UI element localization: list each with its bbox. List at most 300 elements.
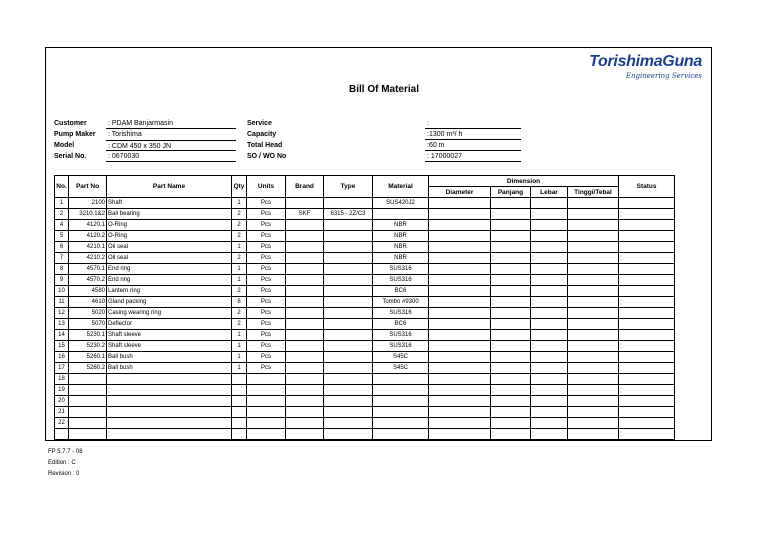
cell-units: Pcs	[247, 220, 286, 231]
header-material: Material	[373, 176, 429, 198]
model-row	[54, 140, 244, 151]
cell-units	[247, 418, 286, 429]
cell-part-name	[107, 396, 232, 407]
cell-empty	[491, 352, 531, 363]
cell-qty: 1	[232, 264, 247, 275]
cell-empty	[491, 275, 531, 286]
cell-brand	[286, 231, 324, 242]
cell-qty	[232, 385, 247, 396]
cell-part-no: 4610	[69, 297, 107, 308]
cell-empty	[531, 209, 568, 220]
cell-qty	[232, 429, 247, 440]
cell-empty	[531, 407, 568, 418]
cell-empty	[568, 286, 619, 297]
pump-maker-value: : Torishima	[108, 131, 142, 138]
cell-no: 9	[55, 275, 69, 286]
cell-empty	[531, 286, 568, 297]
cell-units: Pcs	[247, 286, 286, 297]
header-part-name: Part Name	[107, 176, 232, 198]
cell-part-name: Ball bearing	[107, 209, 232, 220]
header-tinggi: Tinggi/Tebal	[568, 187, 619, 198]
cell-part-no	[69, 374, 107, 385]
cell-empty	[429, 341, 491, 352]
cell-material: S45C	[373, 352, 429, 363]
cell-empty	[568, 418, 619, 429]
cell-empty	[429, 385, 491, 396]
cell-part-no: 4210.2	[69, 253, 107, 264]
table-row	[55, 385, 675, 396]
cell-part-no: 4210.1	[69, 242, 107, 253]
cell-qty: 8	[232, 297, 247, 308]
cell-empty	[491, 253, 531, 264]
cell-material: NBR	[373, 253, 429, 264]
cell-type	[324, 242, 373, 253]
cell-material	[373, 209, 429, 220]
cell-empty	[429, 396, 491, 407]
so-wo-row	[247, 151, 527, 162]
cell-brand	[286, 396, 324, 407]
cell-part-no: 4570.2	[69, 275, 107, 286]
cell-empty	[531, 275, 568, 286]
company-logo	[578, 53, 702, 81]
total-head-row	[247, 140, 527, 151]
service-row	[247, 118, 527, 129]
table-row	[55, 198, 675, 209]
cell-qty: 1	[232, 275, 247, 286]
cell-material: NBR	[373, 242, 429, 253]
cell-empty	[568, 242, 619, 253]
cell-no: 15	[55, 341, 69, 352]
cell-part-no: 2100	[69, 198, 107, 209]
cell-empty	[531, 352, 568, 363]
cell-qty: 2	[232, 308, 247, 319]
table-row	[55, 297, 675, 308]
cell-empty	[429, 429, 491, 440]
model-label: Model	[54, 142, 75, 149]
cell-type	[324, 374, 373, 385]
cell-part-no	[69, 418, 107, 429]
cell-no: 6	[55, 242, 69, 253]
cell-empty	[531, 385, 568, 396]
header-panjang: Panjang	[491, 187, 531, 198]
cell-empty	[531, 198, 568, 209]
so-wo-label: SO / WO No	[247, 153, 287, 160]
cell-part-name: Shaft sleeve	[107, 330, 232, 341]
cell-part-name	[107, 374, 232, 385]
cell-type	[324, 319, 373, 330]
cell-part-no: 5230.2	[69, 341, 107, 352]
cell-brand	[286, 374, 324, 385]
cell-no: 11	[55, 297, 69, 308]
cell-brand	[286, 418, 324, 429]
table-row	[55, 352, 675, 363]
cell-no: 4	[55, 220, 69, 231]
cell-empty	[568, 209, 619, 220]
cell-part-no: 4580	[69, 286, 107, 297]
cell-empty	[491, 198, 531, 209]
cell-type	[324, 429, 373, 440]
cell-empty	[568, 253, 619, 264]
cell-material: BC6	[373, 319, 429, 330]
table-row	[55, 220, 675, 231]
header-type: Type	[324, 176, 373, 198]
cell-empty	[429, 198, 491, 209]
cell-empty	[619, 330, 675, 341]
logo-sub-text: Engineering Services	[625, 72, 702, 80]
cell-qty: 2	[232, 231, 247, 242]
customer-label: Customer	[54, 120, 87, 127]
cell-material	[373, 429, 429, 440]
table-row	[55, 286, 675, 297]
cell-empty	[531, 418, 568, 429]
pump-maker-label: Pump Maker	[54, 131, 96, 138]
cell-type	[324, 396, 373, 407]
left-info-block	[54, 118, 244, 164]
cell-no	[55, 429, 69, 440]
cell-empty	[619, 374, 675, 385]
cell-qty	[232, 396, 247, 407]
cell-no: 7	[55, 253, 69, 264]
cell-type	[324, 363, 373, 374]
cell-type	[324, 297, 373, 308]
cell-empty	[531, 242, 568, 253]
cell-brand	[286, 242, 324, 253]
cell-empty	[568, 198, 619, 209]
cell-empty	[619, 198, 675, 209]
cell-units: Pcs	[247, 352, 286, 363]
cell-material: SUS420J2	[373, 198, 429, 209]
cell-empty	[531, 220, 568, 231]
cell-empty	[619, 363, 675, 374]
cell-empty	[568, 429, 619, 440]
cell-brand	[286, 275, 324, 286]
cell-units: Pcs	[247, 319, 286, 330]
header-no: No.	[55, 176, 69, 198]
cell-units: Pcs	[247, 253, 286, 264]
capacity-label: Capacity	[247, 131, 277, 138]
cell-empty	[568, 264, 619, 275]
cell-empty	[619, 264, 675, 275]
logo-main-text: TorishimaGuna	[589, 53, 702, 70]
cell-empty	[619, 341, 675, 352]
cell-material	[373, 407, 429, 418]
bill-of-material-table	[54, 175, 675, 440]
cell-type	[324, 407, 373, 418]
cell-units: Pcs	[247, 209, 286, 220]
cell-empty	[619, 308, 675, 319]
cell-no: 12	[55, 308, 69, 319]
cell-type	[324, 341, 373, 352]
table-row	[55, 407, 675, 418]
cell-part-name: Shaft sleeve	[107, 341, 232, 352]
cell-part-no: 3210.1&2	[69, 209, 107, 220]
cell-empty	[568, 341, 619, 352]
cell-qty: 1	[232, 341, 247, 352]
total-head-value: :60 m	[425, 140, 521, 151]
cell-empty	[491, 242, 531, 253]
cell-material: BC6	[373, 286, 429, 297]
customer-row	[54, 118, 244, 129]
table-body	[55, 198, 675, 440]
table-row	[55, 418, 675, 429]
cell-material: NBR	[373, 220, 429, 231]
cell-part-name	[107, 429, 232, 440]
cell-units: Pcs	[247, 297, 286, 308]
header-part-no: Part No	[69, 176, 107, 198]
service-label: Service	[247, 120, 272, 127]
table-header-row	[55, 176, 675, 187]
cell-units	[247, 407, 286, 418]
cell-type	[324, 231, 373, 242]
customer-value: : PDAM Banjarmasin	[106, 118, 236, 129]
cell-material: SUS316	[373, 264, 429, 275]
cell-brand	[286, 363, 324, 374]
cell-units: Pcs	[247, 341, 286, 352]
cell-type	[324, 275, 373, 286]
cell-part-no: 5260.2	[69, 363, 107, 374]
serial-row	[54, 151, 244, 162]
cell-empty	[491, 330, 531, 341]
header-units: Units	[247, 176, 286, 198]
cell-part-no	[69, 407, 107, 418]
cell-empty	[429, 363, 491, 374]
cell-empty	[531, 319, 568, 330]
cell-part-name: Oil seal	[107, 253, 232, 264]
cell-material	[373, 418, 429, 429]
cell-empty	[491, 209, 531, 220]
cell-units: Pcs	[247, 198, 286, 209]
header-lebar: Lebar	[531, 187, 568, 198]
cell-qty	[232, 407, 247, 418]
cell-part-name	[107, 385, 232, 396]
cell-qty	[232, 418, 247, 429]
cell-part-name: Casing wearing ring	[107, 308, 232, 319]
cell-empty	[568, 275, 619, 286]
cell-part-name	[107, 407, 232, 418]
cell-empty	[568, 396, 619, 407]
cell-type: 6315 - 2Z/C3	[324, 209, 373, 220]
cell-empty	[429, 407, 491, 418]
cell-empty	[491, 297, 531, 308]
cell-empty	[491, 319, 531, 330]
cell-empty	[619, 253, 675, 264]
cell-qty: 1	[232, 198, 247, 209]
cell-empty	[619, 385, 675, 396]
cell-empty	[491, 264, 531, 275]
cell-empty	[429, 330, 491, 341]
cell-no: 21	[55, 407, 69, 418]
cell-brand: SKF	[286, 209, 324, 220]
cell-type	[324, 385, 373, 396]
cell-empty	[429, 286, 491, 297]
table-row	[55, 363, 675, 374]
cell-empty	[619, 407, 675, 418]
cell-empty	[531, 253, 568, 264]
cell-empty	[619, 286, 675, 297]
cell-units	[247, 385, 286, 396]
cell-empty	[531, 264, 568, 275]
table-row	[55, 275, 675, 286]
cell-part-name: O-Ring	[107, 231, 232, 242]
cell-type	[324, 198, 373, 209]
cell-brand	[286, 198, 324, 209]
cell-material: Tombo #9300	[373, 297, 429, 308]
cell-material: NBR	[373, 231, 429, 242]
cell-part-no	[69, 396, 107, 407]
cell-material: SUS316	[373, 308, 429, 319]
cell-brand	[286, 429, 324, 440]
cell-empty	[531, 396, 568, 407]
cell-qty: 1	[232, 330, 247, 341]
cell-no: 20	[55, 396, 69, 407]
table-row	[55, 231, 675, 242]
header-status: Status	[619, 176, 675, 198]
cell-empty	[568, 352, 619, 363]
cell-no: 17	[55, 363, 69, 374]
cell-brand	[286, 297, 324, 308]
cell-no: 22	[55, 418, 69, 429]
cell-empty	[619, 352, 675, 363]
cell-qty: 1	[232, 352, 247, 363]
cell-no: 19	[55, 385, 69, 396]
cell-brand	[286, 352, 324, 363]
cell-no: 16	[55, 352, 69, 363]
cell-empty	[429, 209, 491, 220]
cell-empty	[491, 407, 531, 418]
cell-part-no	[69, 429, 107, 440]
cell-empty	[568, 220, 619, 231]
cell-units: Pcs	[247, 264, 286, 275]
cell-brand	[286, 220, 324, 231]
model-value: : CDM 450 x 350 JN	[106, 140, 236, 151]
cell-units	[247, 374, 286, 385]
cell-empty	[619, 209, 675, 220]
cell-part-name: Oil seal	[107, 242, 232, 253]
cell-units	[247, 396, 286, 407]
header-qty: Qty	[232, 176, 247, 198]
cell-empty	[531, 330, 568, 341]
cell-empty	[491, 308, 531, 319]
cell-part-no: 5020	[69, 308, 107, 319]
serial-value: : 0670030	[106, 151, 236, 162]
cell-units: Pcs	[247, 308, 286, 319]
cell-part-name: End ring	[107, 275, 232, 286]
right-info-block	[247, 118, 527, 164]
table-row	[55, 242, 675, 253]
cell-part-no	[69, 385, 107, 396]
cell-material	[373, 374, 429, 385]
table-row	[55, 308, 675, 319]
cell-empty	[491, 385, 531, 396]
table-row	[55, 253, 675, 264]
cell-part-name: Ball bush	[107, 352, 232, 363]
cell-empty	[568, 330, 619, 341]
cell-empty	[568, 319, 619, 330]
cell-empty	[429, 297, 491, 308]
cell-empty	[429, 319, 491, 330]
service-value: :	[425, 118, 521, 129]
cell-brand	[286, 286, 324, 297]
cell-empty	[491, 231, 531, 242]
cell-empty	[491, 396, 531, 407]
table-row	[55, 429, 675, 440]
cell-material	[373, 396, 429, 407]
footer-edition: Edition : C	[48, 460, 76, 466]
cell-empty	[429, 418, 491, 429]
cell-empty	[619, 396, 675, 407]
cell-material: SUS316	[373, 330, 429, 341]
cell-part-name: Lantern ring	[107, 286, 232, 297]
cell-part-no: 5070	[69, 319, 107, 330]
cell-part-no: 4120.2	[69, 231, 107, 242]
cell-empty	[491, 363, 531, 374]
cell-material: SUS316	[373, 341, 429, 352]
document-title: Bill Of Material	[348, 84, 419, 95]
cell-part-no: 4570.1	[69, 264, 107, 275]
cell-units: Pcs	[247, 330, 286, 341]
cell-qty: 2	[232, 253, 247, 264]
table-row	[55, 330, 675, 341]
cell-part-name: Shaft	[107, 198, 232, 209]
cell-empty	[531, 363, 568, 374]
cell-empty	[619, 297, 675, 308]
footer-revision: Revision : 0	[48, 471, 80, 477]
cell-empty	[531, 231, 568, 242]
cell-empty	[531, 374, 568, 385]
cell-empty	[429, 220, 491, 231]
cell-units: Pcs	[247, 275, 286, 286]
cell-brand	[286, 385, 324, 396]
cell-units: Pcs	[247, 242, 286, 253]
cell-no: 14	[55, 330, 69, 341]
cell-type	[324, 352, 373, 363]
cell-qty: 2	[232, 209, 247, 220]
cell-empty	[619, 242, 675, 253]
total-head-label: Total Head	[247, 142, 283, 149]
cell-type	[324, 220, 373, 231]
cell-empty	[568, 363, 619, 374]
cell-qty: 2	[232, 220, 247, 231]
serial-label: Serial No.	[54, 153, 87, 160]
cell-qty: 1	[232, 363, 247, 374]
cell-part-name: O-Ring	[107, 220, 232, 231]
cell-part-name: Deflector	[107, 319, 232, 330]
cell-empty	[531, 308, 568, 319]
cell-empty	[619, 220, 675, 231]
cell-empty	[491, 429, 531, 440]
cell-no: 1	[55, 198, 69, 209]
cell-empty	[619, 319, 675, 330]
cell-empty	[619, 231, 675, 242]
cell-empty	[491, 418, 531, 429]
pump-maker-row	[54, 129, 244, 140]
cell-units	[247, 429, 286, 440]
cell-part-name: Ball bush	[107, 363, 232, 374]
cell-empty	[491, 374, 531, 385]
cell-qty	[232, 374, 247, 385]
capacity-row	[247, 129, 527, 140]
table-row	[55, 209, 675, 220]
cell-brand	[286, 253, 324, 264]
cell-empty	[429, 264, 491, 275]
cell-material: SUS316	[373, 275, 429, 286]
table-row	[55, 319, 675, 330]
cell-empty	[568, 297, 619, 308]
cell-empty	[491, 341, 531, 352]
cell-empty	[568, 231, 619, 242]
cell-empty	[568, 374, 619, 385]
cell-qty: 2	[232, 286, 247, 297]
